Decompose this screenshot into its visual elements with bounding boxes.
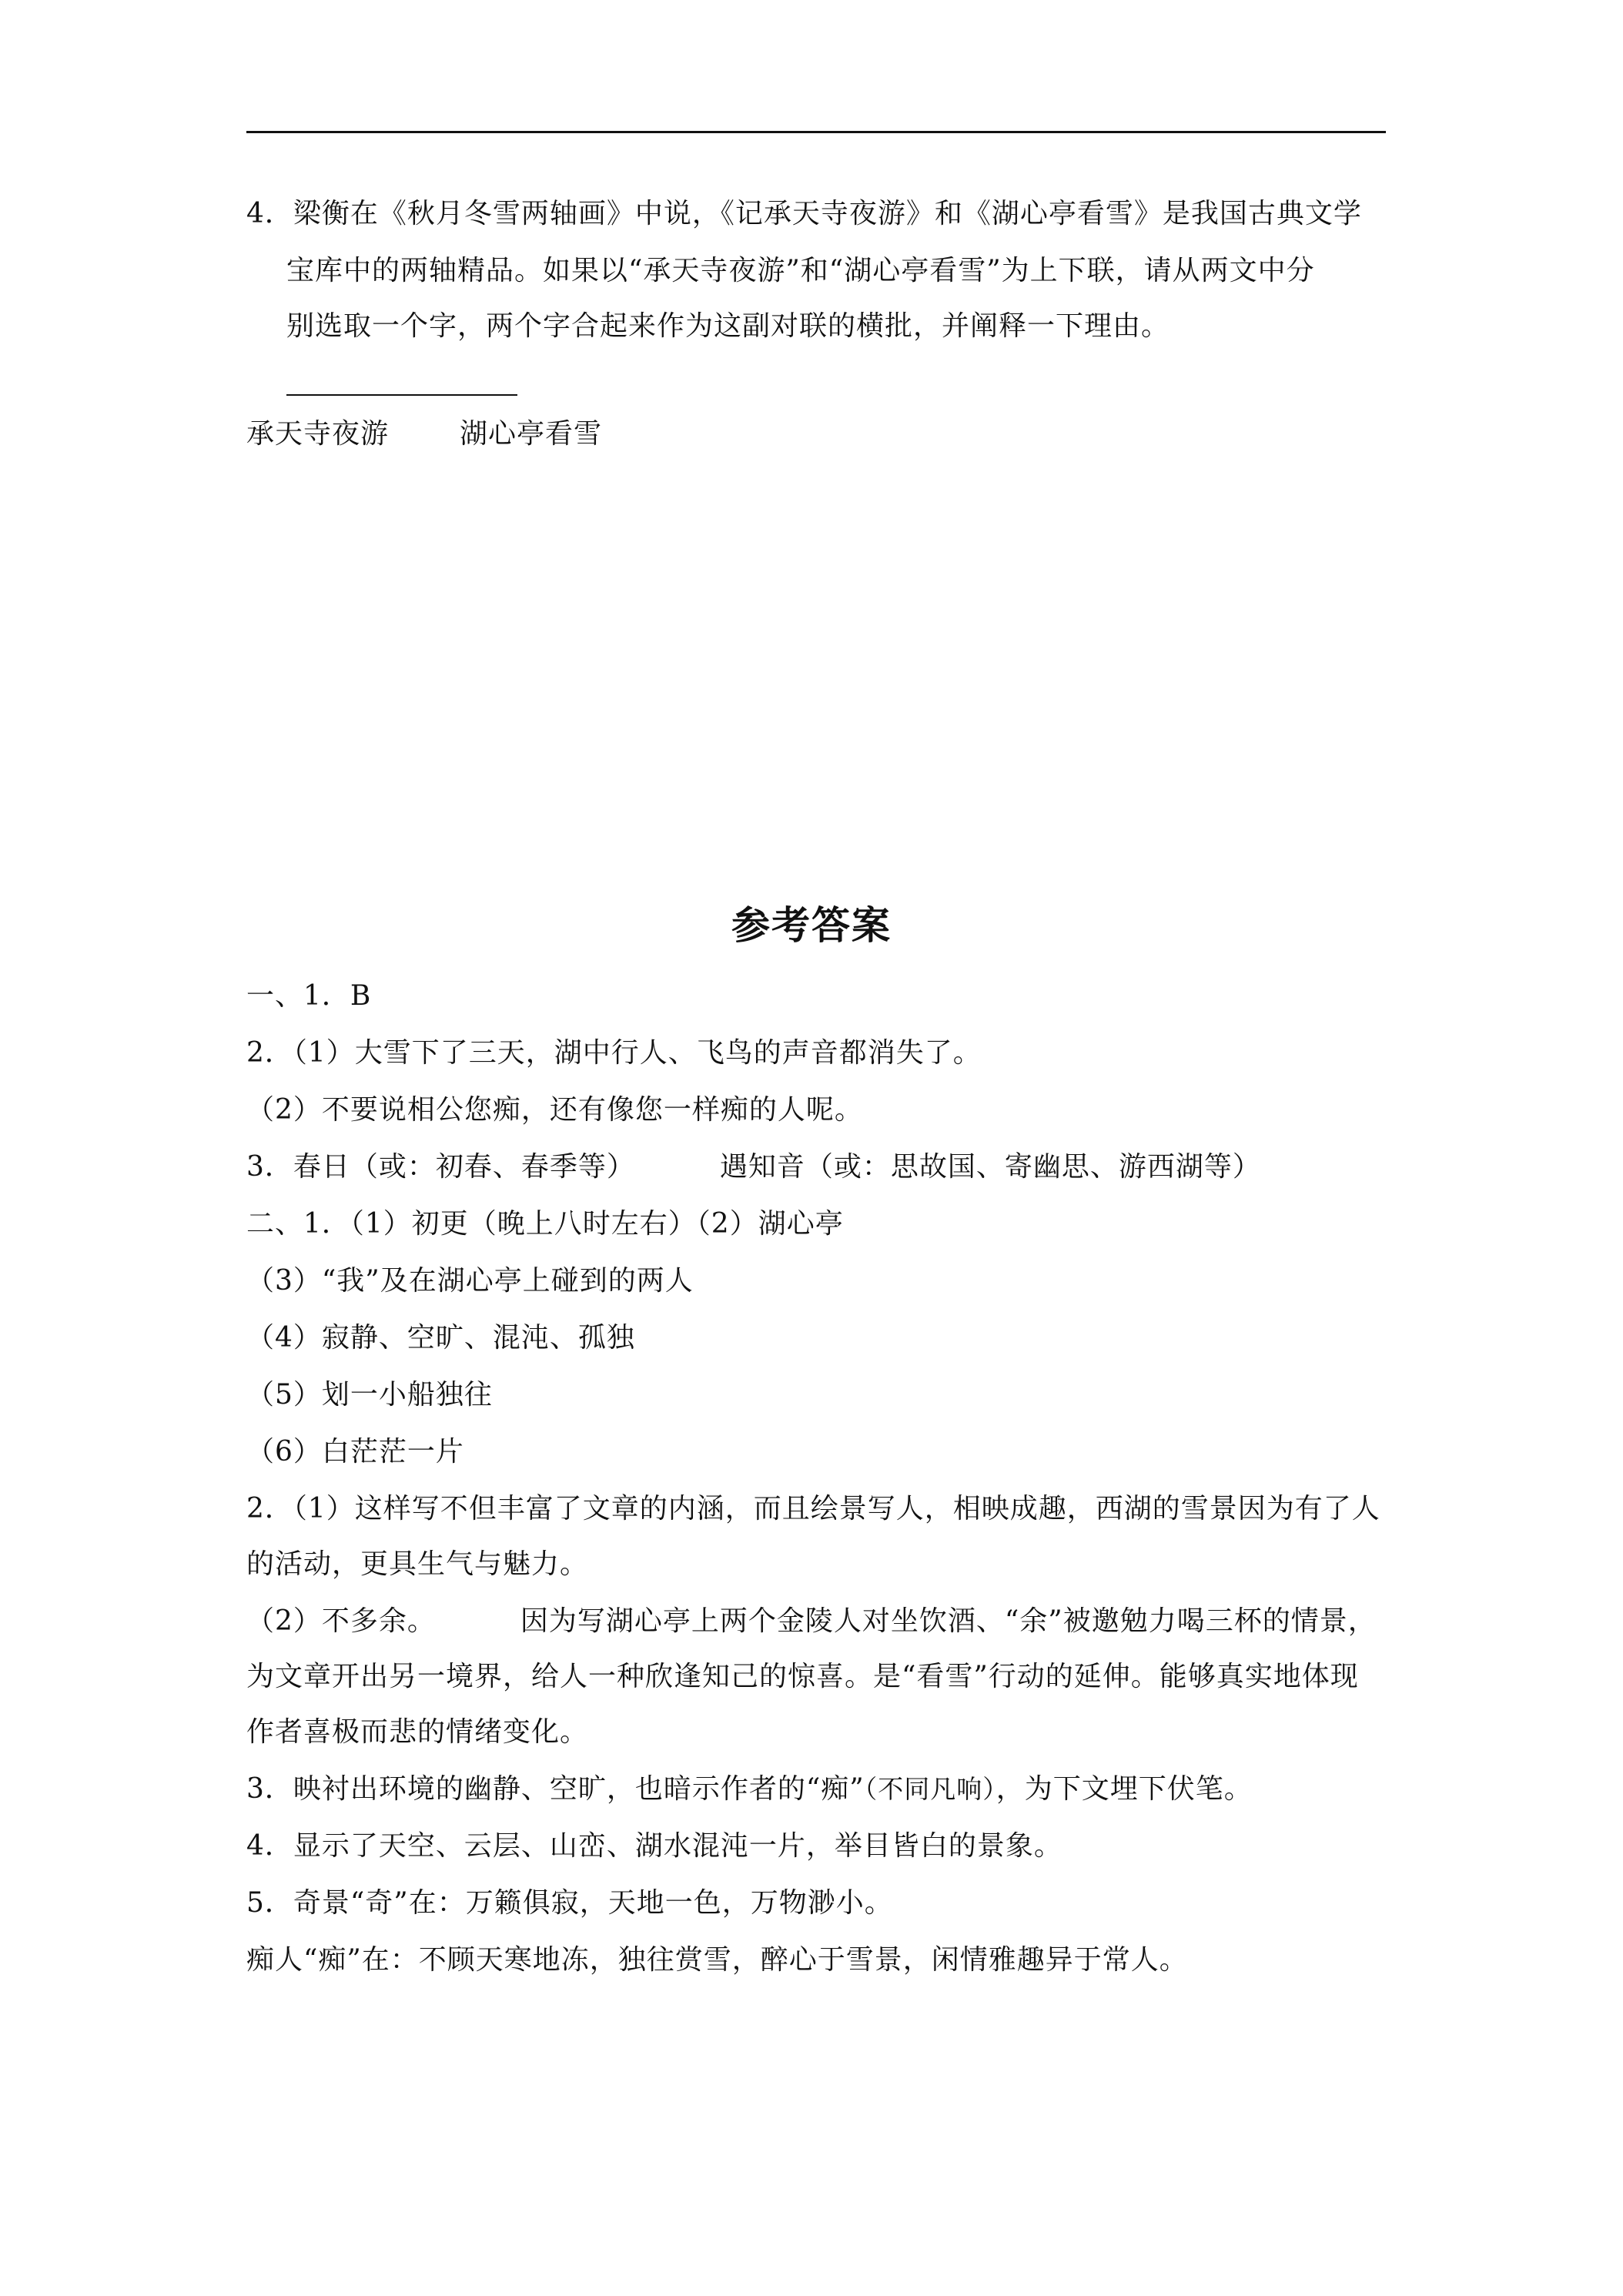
answer-1-2-2: （2）不要说相公您痴，还有像您一样痴的人呢。 xyxy=(246,1094,863,1126)
answer-1-3-part-1: 3．春日（或：初春、春季等） xyxy=(246,1151,635,1183)
question-4-line-3: 别选取一个字，两个字合起来作为这副对联的横批，并阐释一下理由。 xyxy=(286,310,1170,342)
answer-1-2-1: 2．（1）大雪下了三天，湖中行人、飞鸟的声音都消失了。 xyxy=(246,1037,982,1069)
answer-2-2-2-a-part-1: （2）不多余。 xyxy=(246,1605,436,1637)
answer-2-1-3: （3）“我”及在湖心亭上碰到的两人 xyxy=(246,1265,694,1297)
header-rule xyxy=(246,131,1386,133)
question-4-line-1: 4．梁衡在《秋月冬雪两轴画》中说，《记承天寺夜游》和《湖心亭看雪》是我国古典文学 xyxy=(246,198,1362,229)
answer-2-3 xyxy=(246,1772,1253,1806)
answer-2-5-1: 5．奇景“奇”在：万籁俱寂，天地一色，万物渺小。 xyxy=(246,1887,893,1919)
couplet-upper: 承天寺夜游 xyxy=(246,418,390,450)
answer-1-3-part-2: 遇知音（或：思故国、寄幽思、游西湖等） xyxy=(719,1151,1261,1183)
answer-2-2-2-b: 为文章开出另一境界，给人一种欣逢知己的惊喜。是“看雪”行动的延伸。能够真实地体现 xyxy=(246,1661,1359,1692)
question-4-line-2: 宝库中的两轴精品。如果以“承天寺夜游”和“湖心亭看雪”为上下联，请从两文中分 xyxy=(286,255,1315,286)
answer-2-3-part-1: 3．映衬出环境的幽静、空旷，也暗示作者的“痴” xyxy=(246,1773,865,1805)
answer-2-1-5: （5）划一小船独往 xyxy=(246,1379,493,1411)
answer-2-4: 4．显示了天空、云层、山峦、湖水混沌一片，举目皆白的景象。 xyxy=(246,1830,1062,1862)
answer-2-3-part-3: ，为下文埋下伏笔。 xyxy=(996,1773,1253,1805)
answer-2-2-1-b: 的活动，更具生气与魅力。 xyxy=(246,1548,589,1580)
answer-2-2-2-c: 作者喜极而悲的情绪变化。 xyxy=(246,1716,589,1748)
answer-2-3-part-2: （不同凡响） xyxy=(864,1774,996,1804)
answer-1-3 xyxy=(246,1150,1261,1184)
answer-2-1-1: 二、1．（1）初更（晚上八时左右）（2）湖心亭 xyxy=(246,1208,844,1240)
answer-2-1-4: （4）寂静、空旷、混沌、孤独 xyxy=(246,1322,635,1354)
answers-title: 参考答案 xyxy=(731,902,892,948)
answer-2-2-1-a: 2．（1）这样写不但丰富了文章的内涵，而且绘景写人，相映成趣，西湖的雪景因为有了人 xyxy=(246,1493,1380,1525)
couplet-lower: 湖心亭看雪 xyxy=(460,418,603,450)
answer-2-5-2: 痴人“痴”在：不顾天寒地冻，独往赏雪，醉心于雪景，闲情雅趣异于常人。 xyxy=(246,1944,1188,1976)
answer-2-2-2-a xyxy=(246,1605,1377,1638)
answer-1-1: 一、1．B xyxy=(246,980,372,1012)
answer-2-1-6: （6）白茫茫一片 xyxy=(246,1436,464,1468)
answer-2-2-2-a-part-2: 因为写湖心亭上两个金陵人对坐饮酒、“余”被邀勉力喝三杯的情景， xyxy=(520,1605,1377,1637)
couplet-row xyxy=(246,417,602,451)
answer-blank-line xyxy=(286,394,517,396)
